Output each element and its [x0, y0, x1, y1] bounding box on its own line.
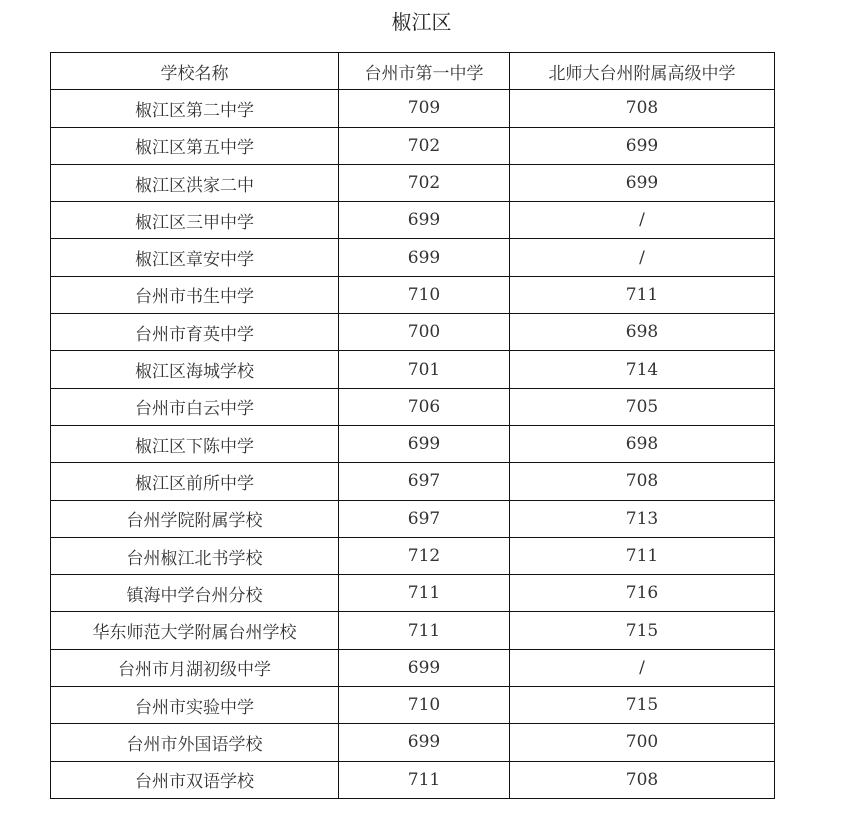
- score-table: [50, 52, 775, 799]
- bnu-taizhou-score-cell: 708: [510, 463, 775, 500]
- bnu-taizhou-score-cell: 698: [510, 314, 775, 351]
- bnu-taizhou-score-cell: 715: [510, 687, 775, 724]
- taizhou-no1-score-cell: 700: [339, 314, 510, 351]
- taizhou-no1-score-cell: 702: [339, 127, 510, 164]
- table-row: [51, 164, 775, 201]
- school-name-cell: 椒江区海城学校: [51, 351, 339, 388]
- table-row: [51, 612, 775, 649]
- school-name-cell: 椒江区下陈中学: [51, 425, 339, 462]
- table-row: [51, 761, 775, 798]
- taizhou-no1-score-cell: 699: [339, 724, 510, 761]
- school-name-cell: 台州学院附属学校: [51, 500, 339, 537]
- table-row: [51, 724, 775, 761]
- school-name-cell: 台州市外国语学校: [51, 724, 339, 761]
- taizhou-no1-score-cell: 702: [339, 164, 510, 201]
- taizhou-no1-score-cell: 711: [339, 575, 510, 612]
- taizhou-no1-score-cell: 712: [339, 537, 510, 574]
- bnu-taizhou-score-cell: 711: [510, 537, 775, 574]
- bnu-taizhou-score-cell: /: [510, 649, 775, 686]
- taizhou-no1-score-cell: 699: [339, 239, 510, 276]
- table-row: [51, 687, 775, 724]
- taizhou-no1-score-cell: 711: [339, 761, 510, 798]
- school-name-cell: 台州市育英中学: [51, 314, 339, 351]
- bnu-taizhou-score-cell: 699: [510, 127, 775, 164]
- taizhou-no1-score-cell: 697: [339, 463, 510, 500]
- taizhou-no1-score-cell: 701: [339, 351, 510, 388]
- school-name-cell: 椒江区第五中学: [51, 127, 339, 164]
- bnu-taizhou-score-cell: 716: [510, 575, 775, 612]
- taizhou-no1-score-cell: 711: [339, 612, 510, 649]
- bnu-taizhou-score-cell: /: [510, 239, 775, 276]
- school-name-cell: 台州市实验中学: [51, 687, 339, 724]
- taizhou-no1-score-cell: 706: [339, 388, 510, 425]
- school-name-cell: 椒江区章安中学: [51, 239, 339, 276]
- school-name-cell: 台州市书生中学: [51, 276, 339, 313]
- school-name-cell: 台州市双语学校: [51, 761, 339, 798]
- school-name-cell: 椒江区洪家二中: [51, 164, 339, 201]
- school-name-cell: 华东师范大学附属台州学校: [51, 612, 339, 649]
- bnu-taizhou-score-cell: /: [510, 202, 775, 239]
- table-header-row: [51, 53, 775, 90]
- school-name-cell: 镇海中学台州分校: [51, 575, 339, 612]
- table-row: [51, 575, 775, 612]
- bnu-taizhou-score-cell: 713: [510, 500, 775, 537]
- column-header-taizhou-no1: 台州市第一中学: [339, 53, 510, 90]
- table-row: [51, 425, 775, 462]
- taizhou-no1-score-cell: 697: [339, 500, 510, 537]
- table-row: [51, 202, 775, 239]
- school-name-cell: 椒江区前所中学: [51, 463, 339, 500]
- table-row: [51, 239, 775, 276]
- table-row: [51, 649, 775, 686]
- page-title: 椒江区: [391, 10, 452, 34]
- table-row: [51, 314, 775, 351]
- bnu-taizhou-score-cell: 700: [510, 724, 775, 761]
- school-name-cell: 椒江区第二中学: [51, 90, 339, 127]
- bnu-taizhou-score-cell: 698: [510, 425, 775, 462]
- school-name-cell: 台州市白云中学: [51, 388, 339, 425]
- taizhou-no1-score-cell: 699: [339, 425, 510, 462]
- table-row: [51, 127, 775, 164]
- table-row: [51, 351, 775, 388]
- taizhou-no1-score-cell: 709: [339, 90, 510, 127]
- bnu-taizhou-score-cell: 708: [510, 90, 775, 127]
- column-header-bnu-taizhou: 北师大台州附属高级中学: [510, 53, 775, 90]
- taizhou-no1-score-cell: 710: [339, 687, 510, 724]
- table-row: [51, 276, 775, 313]
- school-name-cell: 椒江区三甲中学: [51, 202, 339, 239]
- bnu-taizhou-score-cell: 708: [510, 761, 775, 798]
- column-header-school: 学校名称: [51, 53, 339, 90]
- table-row: [51, 388, 775, 425]
- bnu-taizhou-score-cell: 699: [510, 164, 775, 201]
- taizhou-no1-score-cell: 710: [339, 276, 510, 313]
- table-row: [51, 500, 775, 537]
- school-name-cell: 台州市月湖初级中学: [51, 649, 339, 686]
- bnu-taizhou-score-cell: 714: [510, 351, 775, 388]
- table-row: [51, 537, 775, 574]
- bnu-taizhou-score-cell: 711: [510, 276, 775, 313]
- taizhou-no1-score-cell: 699: [339, 649, 510, 686]
- table-row: [51, 463, 775, 500]
- bnu-taizhou-score-cell: 705: [510, 388, 775, 425]
- table-row: [51, 90, 775, 127]
- school-name-cell: 台州椒江北书学校: [51, 537, 339, 574]
- bnu-taizhou-score-cell: 715: [510, 612, 775, 649]
- taizhou-no1-score-cell: 699: [339, 202, 510, 239]
- table-body: [51, 90, 775, 799]
